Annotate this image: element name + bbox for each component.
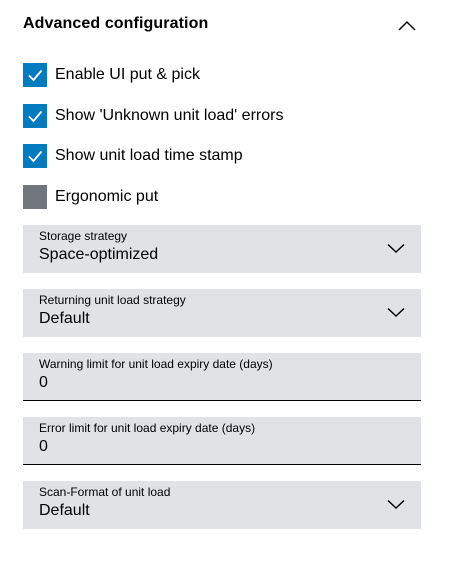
storage-strategy-select[interactable] <box>23 225 421 273</box>
field-label: Storage strategy <box>39 229 128 243</box>
chevron-down-icon <box>385 301 407 323</box>
warning-limit-input[interactable] <box>23 353 421 401</box>
field-label: Returning unit load strategy <box>39 293 186 307</box>
checkbox-box[interactable] <box>23 185 47 209</box>
field-value: Default <box>39 310 90 327</box>
checkbox-enable-ui-put-pick[interactable] <box>23 63 200 87</box>
checkbox-label: Ergonomic put <box>55 188 159 205</box>
checkbox-label: Enable UI put & pick <box>55 66 200 83</box>
checkbox-label: Show 'Unknown unit load' errors <box>55 107 284 124</box>
checkbox-box[interactable] <box>23 144 47 168</box>
field-value: Default <box>39 502 90 519</box>
collapse-button[interactable] <box>395 14 419 38</box>
checkbox-box[interactable] <box>23 63 47 87</box>
field-label: Warning limit for unit load expiry date (days) <box>39 357 273 371</box>
checkbox-show-time-stamp[interactable] <box>23 144 243 168</box>
returning-strategy-select[interactable] <box>23 289 421 337</box>
field-value: 0 <box>39 438 48 455</box>
field-label: Error limit for unit load expiry date (days) <box>39 421 256 435</box>
chevron-down-icon <box>385 237 407 259</box>
field-label: Scan-Format of unit load <box>39 485 171 499</box>
chevron-up-icon <box>395 14 419 38</box>
checkmark-icon <box>26 66 44 84</box>
field-value: Space-optimized <box>39 246 159 263</box>
section-title: Advanced configuration <box>23 15 209 32</box>
checkmark-icon <box>26 107 44 125</box>
checkbox-label: Show unit load time stamp <box>55 147 243 164</box>
checkbox-ergonomic-put[interactable] <box>23 185 158 209</box>
field-value: 0 <box>39 374 48 391</box>
checkmark-icon <box>26 147 44 165</box>
section-header <box>23 12 421 40</box>
error-limit-input[interactable] <box>23 417 421 465</box>
scan-format-select[interactable] <box>23 481 421 529</box>
checkbox-box[interactable] <box>23 104 47 128</box>
chevron-down-icon <box>385 493 407 515</box>
checkbox-show-unknown-errors[interactable] <box>23 104 283 128</box>
